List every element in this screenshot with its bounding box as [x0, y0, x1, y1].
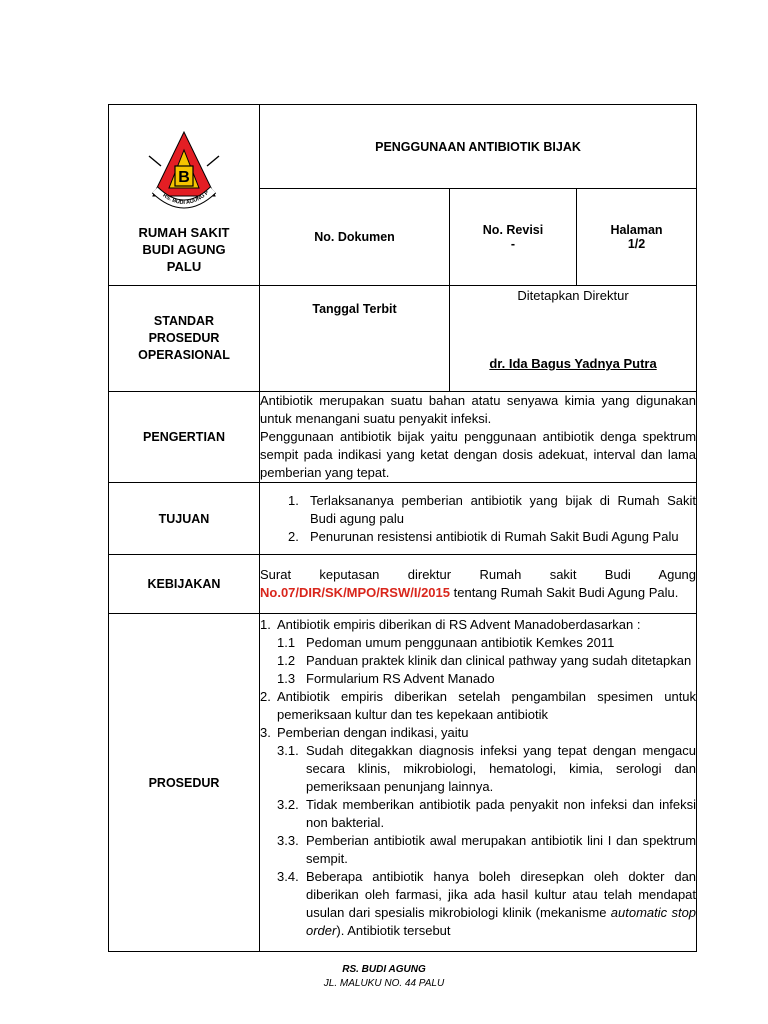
- list-item: [288, 492, 696, 528]
- list-number: 2.: [260, 689, 271, 704]
- approval-cell: [450, 286, 697, 392]
- kebijakan-text: tentang Rumah Sakit Budi Agung Palu.: [453, 585, 679, 600]
- list-number: 1.: [260, 617, 271, 632]
- kebijakan-label-cell: [109, 555, 260, 614]
- sub-list-item: [260, 868, 696, 940]
- page-value: 1/2: [627, 237, 646, 251]
- list-item: [260, 688, 696, 724]
- page-footer: [0, 963, 768, 991]
- list-number: 1.: [288, 492, 299, 508]
- list-number: 3.3.: [277, 833, 299, 848]
- pengertian-paragraph: Antibiotik merupakan suatu bahan atatu senyawa kimia yang digunakan untuk menangani suatu penyakit infeksi.: [260, 393, 697, 426]
- sub-list-item: [260, 670, 696, 688]
- list-text-part: ). Antibiotik tersebut: [336, 923, 451, 938]
- sub-list-item: [260, 652, 696, 670]
- list-number: 1.3: [277, 671, 296, 686]
- list-text: Tidak memberikan antibiotik pada penyakit non infeksi dan infeksi non bakterial.: [306, 797, 697, 830]
- approved-by-label: Ditetapkan Direktur: [517, 288, 629, 303]
- list-text: Penurunan resistensi antibiotik di Rumah Sakit Budi Agung Palu: [310, 528, 679, 544]
- hospital-name-line: BUDI AGUNG: [142, 241, 226, 257]
- pengertian-label-cell: [109, 392, 260, 483]
- revision-value: -: [510, 237, 516, 251]
- tujuan-content: [260, 483, 697, 555]
- issue-date-label: Tanggal Terbit: [312, 302, 397, 316]
- list-number: 3.1.: [277, 743, 299, 758]
- sop-label-line: STANDAR: [153, 314, 215, 328]
- logo-ring-text: RS. BUDI AGUNG P: [161, 189, 210, 206]
- list-text: [306, 868, 696, 940]
- prosedur-content: [260, 614, 697, 952]
- list-number: 2.: [288, 528, 299, 544]
- list-text: Panduan praktek klinik dan clinical pathway yang sudah ditetapkan: [306, 653, 692, 668]
- hospital-name: [139, 224, 230, 275]
- list-text: Pedoman umum penggunaan antibiotik Kemkes 2011: [306, 635, 615, 650]
- list-number: 3.: [260, 725, 271, 740]
- sop-table: [108, 104, 697, 952]
- page-label: Halaman: [610, 223, 663, 237]
- list-text: Sudah ditegakkan diagnosis infeksi yang tepat dengan mengacu secara klinis, mikrobiologi, hematologi, kimia, serologi dan pemeriksaan penunjang lainnya.: [306, 743, 697, 794]
- document-title: PENGGUNAAN ANTIBIOTIK BIJAK: [375, 139, 581, 154]
- sop-label-line: PROSEDUR: [148, 331, 220, 345]
- list-number: 3.2.: [277, 797, 299, 812]
- hospital-identity-cell: [109, 105, 260, 286]
- list-number: 1.1: [277, 635, 296, 650]
- pengertian-paragraph: Penggunaan antibiotik bijak yaitu penggunaan antibiotik denga spektrum sempit pada indikasi yang ketat dengan dosis adekuat, interval dan lama pemberian yang tepat.: [260, 429, 697, 480]
- tujuan-label: TUJUAN: [158, 511, 210, 526]
- list-text: Terlaksananya pemberian antibiotik yang bijak di Rumah Sakit Budi agung palu: [310, 492, 697, 526]
- revision-label: No. Revisi: [482, 223, 544, 237]
- tujuan-label-cell: [109, 483, 260, 555]
- hospital-name-line: PALU: [166, 258, 202, 274]
- list-text: Pemberian antibiotik awal merupakan antibiotik lini I dan spektrum sempit.: [306, 833, 697, 866]
- prosedur-label: PROSEDUR: [148, 775, 220, 790]
- list-number: 1.2: [277, 653, 296, 668]
- sop-label-line: OPERASIONAL: [138, 348, 230, 362]
- kebijakan-label: KEBIJAKAN: [147, 577, 221, 591]
- director-name: dr. Ida Bagus Yadnya Putra: [489, 356, 657, 371]
- list-number: 3.4.: [277, 869, 299, 884]
- footer-address: JL. MALUKU NO. 44 PALU: [323, 978, 445, 989]
- list-item: [260, 724, 696, 742]
- list-item: [260, 616, 696, 634]
- sop-document: [108, 104, 696, 947]
- revision-cell: [450, 189, 577, 286]
- policy-reference-number: No.07/DIR/SK/MPO/RSW/I/2015: [260, 585, 450, 600]
- sub-list-item: [260, 796, 696, 832]
- kebijakan-text: Surat keputasan direktur Rumah sakit Budi Agung: [260, 567, 697, 582]
- list-text: Formularium RS Advent Manado: [306, 671, 495, 686]
- kebijakan-content: [260, 555, 697, 614]
- pengertian-label: PENGERTIAN: [143, 430, 225, 444]
- pengertian-content: [260, 392, 697, 483]
- list-item: [288, 528, 696, 546]
- sub-list-item: [260, 742, 696, 796]
- prosedur-label-cell: [109, 614, 260, 952]
- hospital-logo: [141, 126, 227, 218]
- sub-list-item: [260, 832, 696, 868]
- issue-date-cell: [260, 286, 450, 392]
- hospital-name-line: RUMAH SAKIT: [138, 224, 230, 240]
- list-text: Pemberian dengan indikasi, yaitu: [277, 725, 469, 740]
- footer-hospital-name: RS. BUDI AGUNG: [342, 964, 426, 975]
- list-text: Antibiotik empiris diberikan setelah pengambilan spesimen untuk pemeriksaan kultur dan tes kepekaan antibiotik: [277, 689, 697, 722]
- sop-label-cell: [109, 286, 260, 392]
- sub-list-item: [260, 634, 696, 652]
- doc-number-cell: [260, 189, 450, 286]
- page-cell: [577, 189, 697, 286]
- document-title-cell: [260, 105, 697, 189]
- list-text-part: Beberapa antibiotik hanya boleh diresepkan oleh dokter dan diberikan oleh farmasi, jika ada hasil kultur atau telah mendapat usulan dari spesialis mikrobiologi klinik (mekanisme: [306, 869, 697, 920]
- logo-letter: B: [178, 168, 190, 186]
- doc-number-label: No. Dokumen: [314, 230, 395, 244]
- list-text: Antibiotik empiris diberikan di RS Advent Manadoberdasarkan :: [277, 617, 641, 632]
- list-text-italic: automatic stop order: [306, 905, 697, 938]
